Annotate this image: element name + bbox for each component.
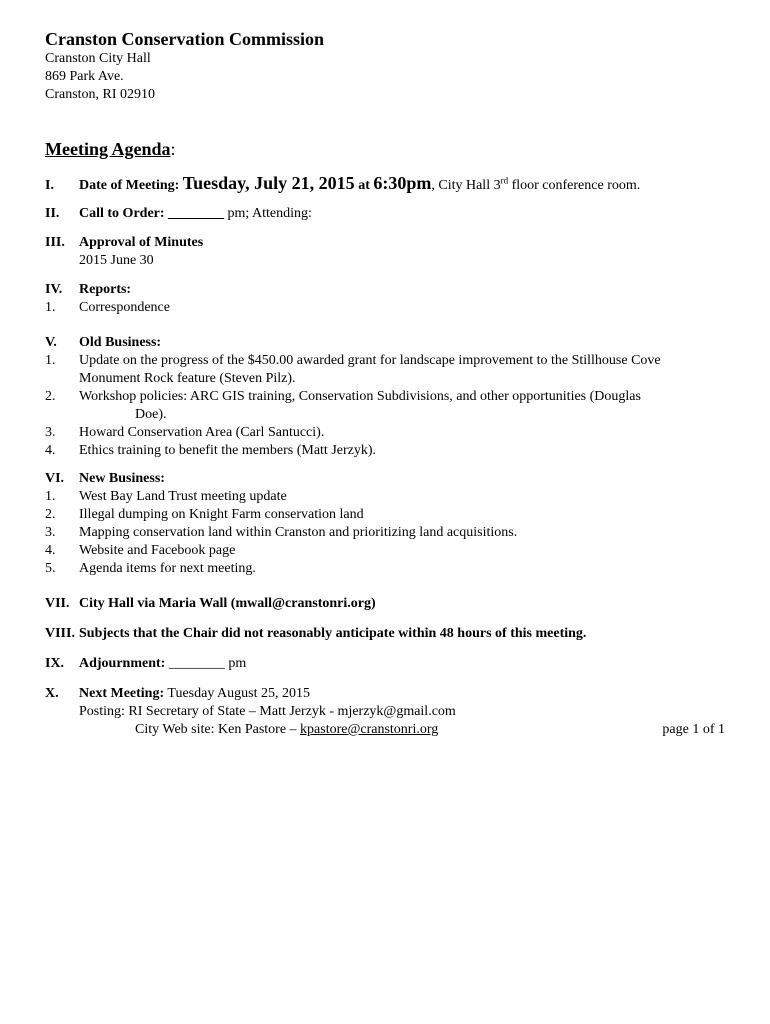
section-chair-subjects bbox=[45, 625, 725, 643]
section-new-business bbox=[45, 470, 725, 578]
list-item bbox=[45, 424, 725, 442]
org-name: Cranston Conservation Commission bbox=[45, 29, 325, 49]
call-to-order-rest: pm; Attending: bbox=[224, 206, 312, 221]
section-numeral: I. bbox=[45, 178, 54, 193]
item-text: West Bay Land Trust meeting update bbox=[79, 489, 287, 504]
item-number: 4. bbox=[45, 443, 56, 458]
item-text-continued: Doe). bbox=[135, 407, 167, 422]
section-numeral: X. bbox=[45, 686, 59, 701]
section-numeral: VII. bbox=[45, 596, 70, 611]
item-text: Workshop policies: ARC GIS training, Conservation Subdivisions, and other opportunities (Douglas bbox=[79, 389, 641, 404]
section-city-hall bbox=[45, 595, 725, 613]
item-number: 2. bbox=[45, 389, 56, 404]
section-adjournment bbox=[45, 655, 725, 673]
next-meeting-date: Tuesday August 25, 2015 bbox=[164, 686, 310, 701]
call-to-order-blank: ________ bbox=[168, 206, 225, 221]
item-text-continued: Monument Rock feature (Steven Pilz). bbox=[79, 371, 296, 386]
item-number: 3. bbox=[45, 425, 56, 440]
list-item bbox=[45, 352, 725, 370]
section-title: City Hall via Maria Wall (mwall@cranstonri.org) bbox=[79, 596, 376, 611]
section-numeral: VI. bbox=[45, 471, 65, 486]
list-item bbox=[45, 542, 725, 560]
section-title: Date of Meeting: bbox=[79, 178, 180, 193]
section-reports bbox=[45, 281, 725, 317]
adjournment-rest: ________ pm bbox=[165, 656, 247, 671]
list-item bbox=[45, 506, 725, 524]
section-title: Adjournment: bbox=[79, 656, 166, 671]
item-number: 1. bbox=[45, 300, 56, 315]
section-old-business bbox=[45, 334, 725, 460]
list-item bbox=[45, 388, 725, 406]
meeting-place-post: floor conference room. bbox=[508, 178, 641, 193]
item-text: Mapping conservation land within Cranston and prioritizing land acquisitions. bbox=[79, 525, 518, 540]
section-title: Call to Order: bbox=[79, 206, 165, 221]
list-item bbox=[45, 524, 725, 542]
section-title: Approval of Minutes bbox=[79, 235, 204, 250]
list-item bbox=[45, 442, 725, 460]
minutes-date: 2015 June 30 bbox=[79, 253, 154, 268]
section-numeral: V. bbox=[45, 335, 57, 350]
item-text: Illegal dumping on Knight Farm conservation land bbox=[79, 507, 364, 522]
meeting-place-pre: , City Hall 3 bbox=[431, 178, 501, 193]
section-title: Next Meeting: bbox=[79, 686, 165, 701]
address-line-2: 869 Park Ave. bbox=[45, 69, 124, 84]
item-text: Howard Conservation Area (Carl Santucci). bbox=[79, 425, 325, 440]
section-call-to-order bbox=[45, 205, 725, 223]
posting-line-2 bbox=[45, 721, 725, 739]
list-item bbox=[45, 299, 725, 317]
agenda-document bbox=[45, 28, 725, 739]
meeting-at: at bbox=[358, 178, 370, 193]
section-title: Old Business: bbox=[79, 335, 162, 350]
item-text: Agenda items for next meeting. bbox=[79, 561, 256, 576]
item-number: 1. bbox=[45, 353, 56, 368]
agenda-heading-text: Meeting Agenda bbox=[45, 139, 171, 159]
section-title: New Business: bbox=[79, 471, 165, 486]
item-text: Correspondence bbox=[79, 300, 170, 315]
item-number: 4. bbox=[45, 543, 56, 558]
item-number: 1. bbox=[45, 489, 56, 504]
section-title: Reports: bbox=[79, 282, 132, 297]
agenda-heading-colon: : bbox=[170, 139, 176, 159]
section-approval-of-minutes bbox=[45, 234, 725, 270]
item-number: 5. bbox=[45, 561, 56, 576]
posting-line-2-text: City Web site: Ken Pastore – bbox=[135, 722, 301, 737]
item-text: Ethics training to benefit the members (Matt Jerzyk). bbox=[79, 443, 377, 458]
address-line-3: Cranston, RI 02910 bbox=[45, 87, 156, 102]
section-title: Subjects that the Chair did not reasonably anticipate within 48 hours of this meeting. bbox=[79, 626, 587, 641]
list-item bbox=[45, 488, 725, 506]
list-item bbox=[45, 560, 725, 578]
agenda-heading bbox=[45, 138, 725, 160]
item-text: Website and Facebook page bbox=[79, 543, 236, 558]
section-date-of-meeting bbox=[45, 174, 725, 195]
section-numeral: VIII. bbox=[45, 626, 75, 641]
posting-line-1: Posting: RI Secretary of State – Matt Jerzyk - mjerzyk@gmail.com bbox=[79, 704, 456, 719]
section-numeral: II. bbox=[45, 206, 60, 221]
section-numeral: III. bbox=[45, 235, 65, 250]
meeting-time: 6:30pm bbox=[373, 173, 432, 193]
address-line-1: Cranston City Hall bbox=[45, 51, 151, 66]
page-number: page 1 of 1 bbox=[662, 722, 725, 737]
item-number: 2. bbox=[45, 507, 56, 522]
web-contact-email-link[interactable]: kpastore@cranstonri.org bbox=[300, 722, 439, 737]
meeting-date: Tuesday, July 21, 2015 bbox=[182, 173, 355, 193]
meeting-place-sup: rd bbox=[500, 175, 509, 186]
item-text: Update on the progress of the $450.00 awarded grant for landscape improvement to the Stillhouse Cove bbox=[79, 353, 661, 368]
item-number: 3. bbox=[45, 525, 56, 540]
section-numeral: IV. bbox=[45, 282, 63, 297]
section-numeral: IX. bbox=[45, 656, 65, 671]
section-next-meeting bbox=[45, 685, 725, 739]
